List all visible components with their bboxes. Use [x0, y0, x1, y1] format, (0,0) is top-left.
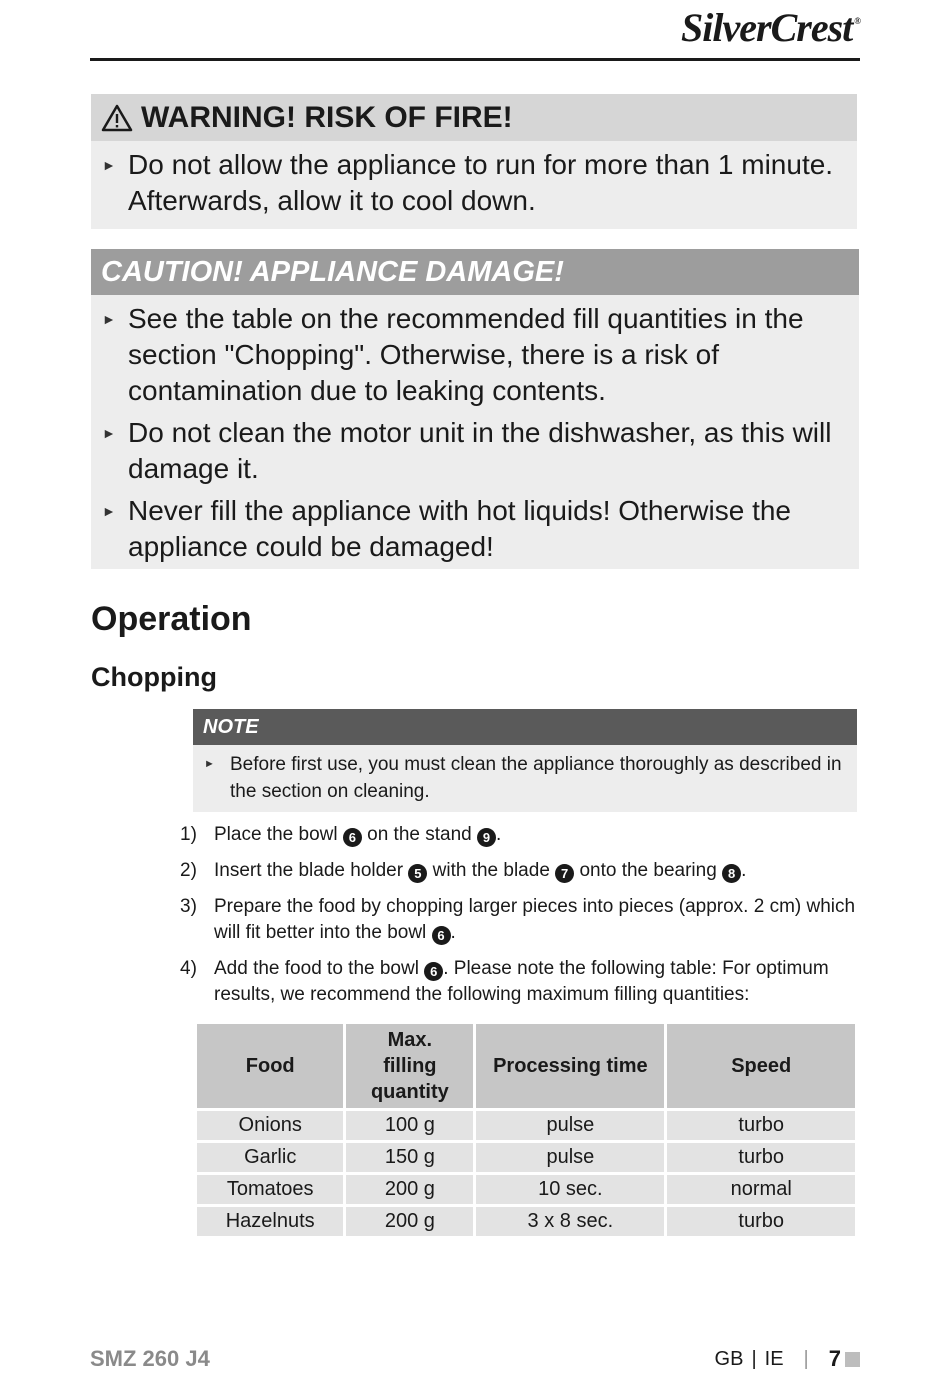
- bullet-arrow-icon: ►: [102, 311, 116, 327]
- note-box: [193, 709, 857, 812]
- table-cell: 150 g: [345, 1142, 475, 1174]
- table-cell: 10 sec.: [475, 1174, 666, 1206]
- list-item: ► Do not clean the motor unit in the dishwasher, as this will damage it.: [102, 417, 832, 484]
- warning-header: [91, 94, 857, 141]
- table-cell: 200 g: [345, 1206, 475, 1238]
- list-item: ► See the table on the recommended fill quantities in the section "Chopping". Otherwise, there is a risk of contamination due to leaking contents.: [102, 303, 804, 406]
- step-number: 2): [180, 860, 197, 881]
- bullet-arrow-icon: ►: [102, 425, 116, 441]
- part-number-badge: 7: [555, 864, 574, 883]
- subsection-heading: Chopping: [91, 662, 217, 692]
- table-cell: pulse: [475, 1110, 666, 1142]
- header-rule: [90, 58, 860, 61]
- part-number-badge: 5: [408, 864, 427, 883]
- language-divider: |: [751, 1347, 757, 1370]
- part-number-badge: 9: [477, 828, 496, 847]
- part-number-badge: 6: [424, 962, 443, 981]
- table-cell: Hazelnuts: [196, 1206, 345, 1238]
- bullet-arrow-icon: ►: [102, 157, 116, 173]
- table-header-row: [196, 1023, 857, 1110]
- table-row: [196, 1174, 857, 1206]
- note-title: NOTE: [203, 715, 259, 738]
- brand-logo: SilverCrest ®: [681, 5, 860, 50]
- step-number: 3): [180, 896, 197, 917]
- section-heading: Operation: [91, 600, 252, 638]
- part-number-badge: 6: [432, 926, 451, 945]
- table-cell: turbo: [666, 1142, 857, 1174]
- note-list: [193, 745, 857, 805]
- caution-header: [91, 249, 859, 295]
- warning-box: [91, 94, 857, 229]
- step-item: 2) Insert the blade holder 5 with the blade 7 onto the bearing 8 .: [180, 858, 860, 884]
- step-number: 1): [180, 824, 197, 845]
- column-header: Speed: [666, 1023, 857, 1110]
- column-header: Processing time: [475, 1023, 666, 1110]
- caution-title: CAUTION! APPLIANCE DAMAGE!: [101, 255, 564, 288]
- table-cell: Tomatoes: [196, 1174, 345, 1206]
- part-number-badge: 8: [722, 864, 741, 883]
- bullet-arrow-icon: ►: [204, 758, 215, 770]
- list-item: ► Do not allow the appliance to run for more than 1 minute. Afterwards, allow it to cool down.: [102, 149, 834, 216]
- page-number: 7: [828, 1346, 841, 1371]
- table-cell: normal: [666, 1174, 857, 1206]
- table-cell: 200 g: [345, 1174, 475, 1206]
- table-cell: 100 g: [345, 1110, 475, 1142]
- list-item: ► Before first use, you must clean the appliance thoroughly as described in the section on cleaning.: [193, 751, 857, 805]
- table-cell: turbo: [666, 1110, 857, 1142]
- warning-list: [91, 141, 857, 219]
- steps-list: [180, 822, 860, 1018]
- step-item: 4) Add the food to the bowl 6 . Please note the following table: For optimum results, we recommend the following maximum filling quantities:: [180, 958, 829, 1005]
- part-number-badge: 6: [343, 828, 362, 847]
- step-item: 3) Prepare the food by chopping larger pieces into pieces (approx. 2 cm) which will fit better into the bowl 6 .: [180, 896, 856, 943]
- table-cell: pulse: [475, 1142, 666, 1174]
- table-row: [196, 1110, 857, 1142]
- table-row: [196, 1142, 857, 1174]
- step-item: 1) Place the bowl 6 on the stand 9 .: [180, 822, 860, 848]
- table-cell: Onions: [196, 1110, 345, 1142]
- table-row: [196, 1206, 857, 1238]
- column-header: Max. filling quantity: [345, 1023, 475, 1110]
- caution-list: [91, 295, 859, 565]
- list-item: ► Never fill the appliance with hot liquids! Otherwise the appliance could be damaged!: [102, 495, 792, 562]
- language-code: IE: [764, 1347, 784, 1370]
- model-number: SMZ 260 J4: [90, 1346, 210, 1371]
- language-code: GB: [714, 1347, 744, 1370]
- filling-quantities-table: [194, 1021, 858, 1239]
- warning-triangle-icon: [101, 104, 133, 132]
- page-marker-square: [845, 1352, 860, 1367]
- step-number: 4): [180, 958, 197, 979]
- warning-title: WARNING! RISK OF FIRE!: [141, 100, 513, 134]
- table-cell: 3 x 8 sec.: [475, 1206, 666, 1238]
- caution-box: [91, 249, 859, 569]
- note-header: [193, 709, 857, 745]
- column-header: Food: [196, 1023, 345, 1110]
- table-cell: Garlic: [196, 1142, 345, 1174]
- footer-page-info: [715, 1346, 860, 1372]
- bullet-arrow-icon: ►: [102, 503, 116, 519]
- table-cell: turbo: [666, 1206, 857, 1238]
- page-divider: |: [803, 1347, 809, 1370]
